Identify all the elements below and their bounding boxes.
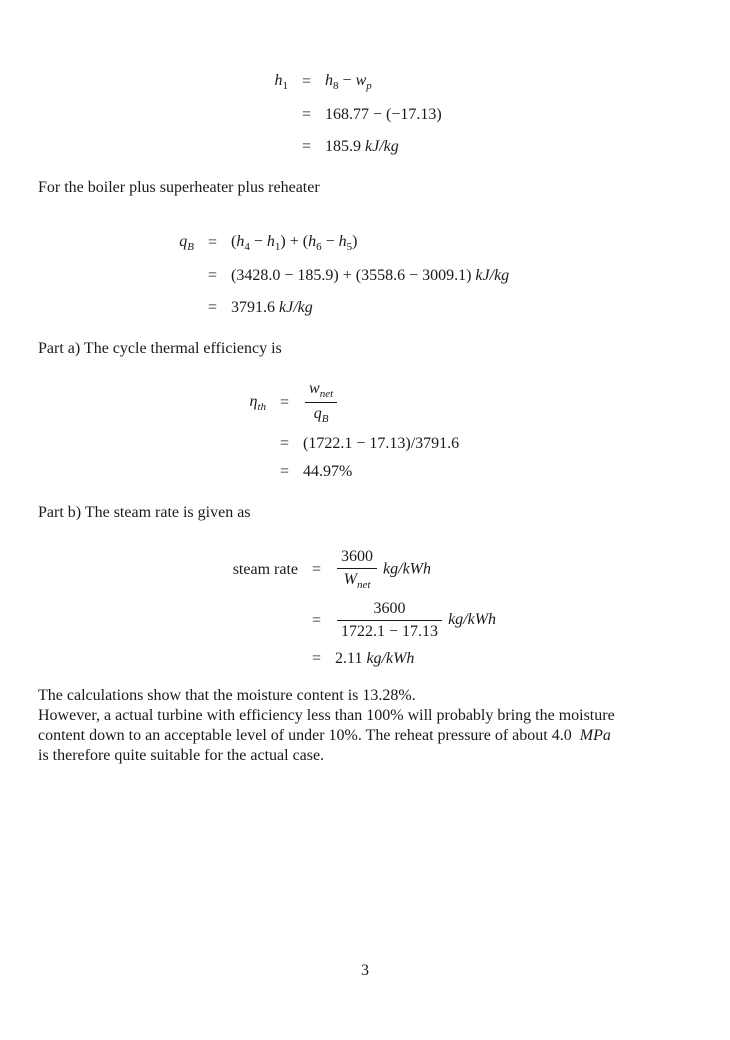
equation-line: [230, 72, 442, 92]
equation-block-qb: [124, 233, 509, 331]
equation-lhs: $q_B$: [179, 233, 194, 254]
equation-lhs: $\eta_{th}$: [249, 392, 266, 413]
conclusion-line: However, a actual turbine with efficiency less than 100% will probably bring the moisture: [38, 707, 615, 724]
equation-line: [230, 138, 442, 156]
equation-line: [140, 600, 496, 641]
equation-rhs: $(h_4 - h_1) + (h_6 - h_5)$: [231, 233, 358, 254]
equals-sign: =: [280, 435, 290, 453]
conclusion-line: is therefore quite suitable for the actual case.: [38, 747, 325, 764]
equation-line: [176, 380, 459, 425]
equation-rhs: 44.97%: [303, 463, 353, 481]
equals-sign: =: [302, 73, 312, 91]
equation-rhs: (1722.1 − 17.13)/3791.6: [303, 435, 460, 453]
paragraph-part-b: Part b) The steam rate is given as: [38, 504, 251, 521]
equation-block-h1: [230, 72, 442, 156]
page-number: 3: [361, 962, 369, 979]
equation-lhs: steam rate: [232, 560, 298, 578]
equation-line: [124, 299, 509, 317]
equation-rhs: $h_8 - w_p$: [325, 72, 372, 93]
equation-block-efficiency: [176, 380, 459, 491]
equation-line: [124, 233, 509, 253]
equals-sign: =: [312, 611, 322, 629]
paragraph-part-a: Part a) The cycle thermal efficiency is: [38, 340, 282, 357]
equals-sign: =: [208, 267, 218, 285]
equals-sign: =: [280, 463, 290, 481]
equation-rhs: $\frac{3600}{W_{net}}$ kg/kWh: [335, 548, 431, 591]
conclusion-line: The calculations show that the moisture content is 13.28%.: [38, 687, 416, 704]
equals-sign: =: [312, 560, 322, 578]
equation-line: [176, 435, 459, 453]
equals-sign: =: [312, 650, 322, 668]
equation-rhs: (3428.0 − 185.9) + (3558.6 − 3009.1) kJ/kg: [231, 267, 510, 285]
paragraph-boiler: For the boiler plus superheater plus reheater: [38, 179, 320, 196]
equals-sign: =: [302, 106, 312, 124]
equation-lhs: $h_1$: [274, 72, 288, 93]
equation-line: [176, 463, 459, 481]
equals-sign: =: [208, 234, 218, 252]
equation-rhs: $\frac{w_{net}}{q_B}$: [303, 380, 339, 425]
equals-sign: =: [302, 138, 312, 156]
equation-line: [140, 650, 496, 668]
equation-rhs: 2.11 kg/kWh: [335, 650, 415, 668]
equation-block-steam-rate: [140, 548, 496, 677]
equals-sign: =: [208, 299, 218, 317]
equals-sign: =: [280, 393, 290, 411]
equation-rhs: 3791.6 kJ/kg: [231, 299, 313, 317]
conclusion-line: content down to an acceptable level of under 10%. The reheat pressure of about 4.0 MPa: [38, 727, 611, 744]
equation-line: [124, 267, 509, 285]
paragraph-conclusion: [38, 686, 694, 766]
equation-line: [140, 548, 496, 591]
equation-rhs: 185.9 kJ/kg: [325, 138, 399, 156]
equation-rhs: $\frac{3600}{1722.1 - 17.13}$ kg/kWh: [335, 600, 496, 641]
equation-rhs: 168.77 − (−17.13): [325, 106, 442, 124]
equation-line: [230, 106, 442, 124]
